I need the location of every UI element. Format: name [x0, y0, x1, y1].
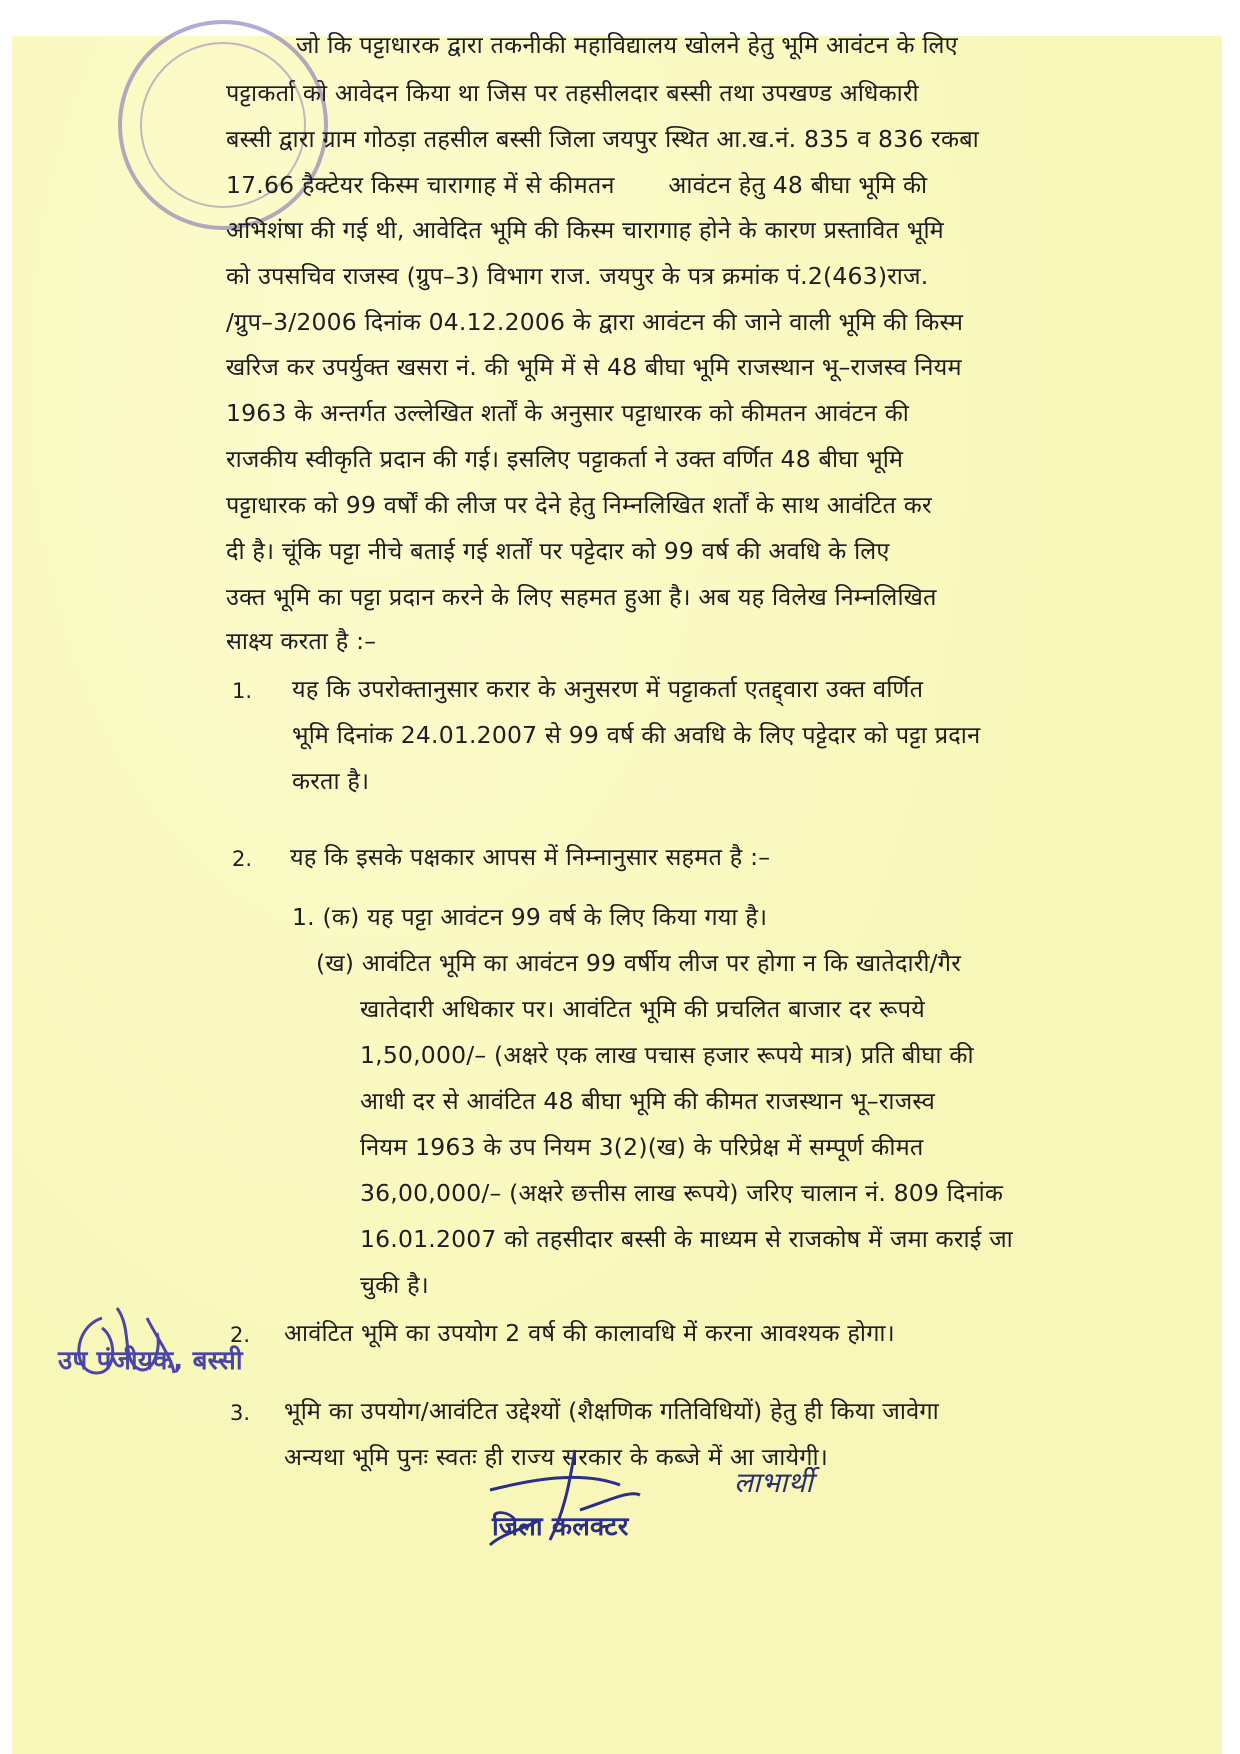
intro-line-3: बस्सी द्वारा ग्राम गोठड़ा तहसील बस्सी जिला जयपुर स्थित आ.ख.नं. 835 व 836 रकबा	[226, 125, 979, 153]
intro-line-4: 17.66 हैक्टेयर किस्म चारागाह में से कीमतन आवंटन हेतु 48 बीघा भूमि की	[226, 171, 928, 199]
sub-clause-1b-line-1: (ख) आवंटित भूमि का आवंटन 99 वर्षीय लीज पर होगा न कि खातेदारी/गैर	[316, 949, 962, 977]
intro-line-8: खरिज कर उपर्युक्त खसरा नं. की भूमि में से 48 बीघा भूमि राजस्थान भू–राजस्व नियम	[226, 353, 962, 381]
intro-line-13: उक्त भूमि का पट्टा प्रदान करने के लिए सहमत हुआ है। अब यह विलेख निम्नलिखित	[226, 583, 937, 611]
intro-line-1: जो कि पट्टाधारक द्वारा तकनीकी महाविद्यालय खोलने हेतु भूमि आवंटन के लिए	[296, 31, 958, 59]
sub-clause-1b-line-8: चुकी है।	[360, 1271, 429, 1299]
sub-clause-1a: 1. (क) यह पट्टा आवंटन 99 वर्ष के लिए किया गया है।	[292, 903, 768, 931]
sub-clause-3-line-1: भूमि का उपयोग/आवंटित उद्देश्यों (शैक्षणिक गतिविधियों) हेतु ही किया जावेगा	[284, 1397, 939, 1425]
sub-clause-1b-line-3: 1,50,000/– (अक्षरे एक लाख पचास हजार रूपये मात्र) प्रति बीघा की	[360, 1041, 974, 1069]
clause-2-number: 2.	[232, 847, 253, 871]
clause-2-text: यह कि इसके पक्षकार आपस में निम्नानुसार सहमत है :–	[290, 843, 771, 871]
sub-clause-1b-line-2: खातेदारी अधिकार पर। आवंटित भूमि की प्रचलित बाजार दर रूपये	[360, 995, 925, 1023]
clause-1-line-2: भूमि दिनांक 24.01.2007 से 99 वर्ष की अवधि के लिए पट्टेदार को पट्टा प्रदान	[292, 721, 981, 749]
clause-1-line-3: करता है।	[292, 767, 370, 795]
sub-clause-3-line-2: अन्यथा भूमि पुनः स्वतः ही राज्य सरकार के कब्जे में आ जायेगी।	[284, 1443, 828, 1471]
collector-stamp-text: जिला कलक्टर	[492, 1512, 629, 1542]
clause-1-number: 1.	[232, 679, 253, 703]
registrar-stamp-text: उप पंजीयक, बस्सी	[58, 1346, 243, 1376]
intro-line-12: दी है। चूंकि पट्टा नीचे बताई गई शर्तों पर पट्टेदार को 99 वर्ष की अवधि के लिए	[226, 537, 890, 565]
clause-1-line-1: यह कि उपरोक्तानुसार करार के अनुसरण में पट्टाकर्ता एतद्द्वारा उक्त वर्णित	[292, 675, 924, 703]
sub-clause-2-number: 2.	[230, 1323, 251, 1347]
intro-line-7: /ग्रुप–3/2006 दिनांक 04.12.2006 के द्वारा आवंटन की जाने वाली भूमि की किस्म	[226, 308, 964, 336]
sub-clause-1b-line-6: 36,00,000/– (अक्षरे छत्तीस लाख रूपये) जरिए चालान नं. 809 दिनांक	[360, 1179, 1004, 1207]
intro-line-6: को उपसचिव राजस्व (ग्रुप–3) विभाग राज. जयपुर के पत्र क्रमांक पं.2(463)राज.	[226, 262, 929, 290]
sub-clause-2-text: आवंटित भूमि का उपयोग 2 वर्ष की कालावधि में करना आवश्यक होगा।	[284, 1319, 895, 1347]
sub-clause-3-number: 3.	[230, 1401, 251, 1425]
collector-signature-icon	[470, 1440, 670, 1560]
intro-line-5: अभिशंषा की गई थी, आवेदित भूमि की किस्म चारागाह होने के कारण प्रस्तावित भूमि	[226, 216, 944, 244]
intro-line-14: साक्ष्य करता है :–	[226, 627, 377, 655]
intro-line-11: पट्टाधारक को 99 वर्षों की लीज पर देने हेतु निम्नलिखित शर्तों के साथ आवंटित कर	[226, 491, 932, 519]
intro-line-10: राजकीय स्वीकृति प्रदान की गई। इसलिए पट्टाकर्ता ने उक्त वर्णित 48 बीघा भूमि	[226, 445, 904, 473]
intro-line-9: 1963 के अन्तर्गत उल्लेखित शर्तों के अनुसार पट्टाधारक को कीमतन आवंटन की	[226, 399, 910, 427]
right-handwritten-signature: लाभार्थी	[734, 1466, 813, 1499]
sub-clause-1b-line-7: 16.01.2007 को तहसीदार बस्सी के माध्यम से राजकोष में जमा कराई जा	[360, 1225, 1013, 1253]
intro-line-2: पट्टाकर्ता को आवेदन किया था जिस पर तहसीलदार बस्सी तथा उपखण्ड अधिकारी	[226, 79, 919, 107]
sub-clause-1b-line-4: आधी दर से आवंटित 48 बीघा भूमि की कीमत राजस्थान भू–राजस्व	[360, 1087, 935, 1115]
sub-clause-1b-line-5: नियम 1963 के उप नियम 3(2)(ख) के परिप्रेक्ष में सम्पूर्ण कीमत	[360, 1133, 924, 1161]
